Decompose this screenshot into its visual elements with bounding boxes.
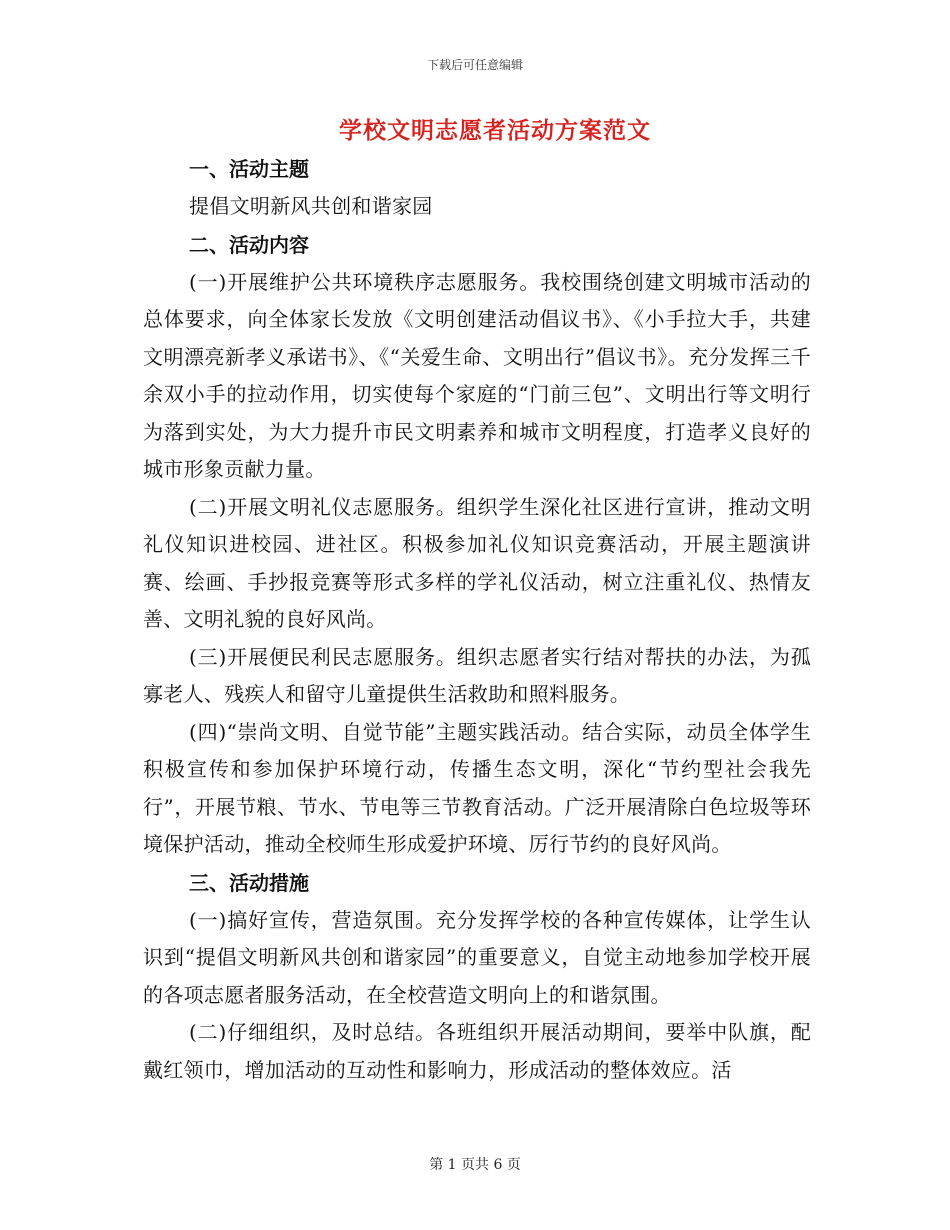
paragraph-content-3: (三)开展便民利民志愿服务。组织志愿者实行结对帮扶的办法，为孤寡老人、残疾人和留守儿童提供生活救助和照料服务。 bbox=[143, 644, 811, 706]
paragraph-content-2: (二)开展文明礼仪志愿服务。组织学生深化社区进行宣讲，推动文明礼仪知识进校园、进社区。积极参加礼仪知识竞赛活动，开展主题演讲赛、绘画、手抄报竞赛等形式多样的学礼仪活动，树立注重礼仪、热情友善、文明礼貌的良好风尚。 bbox=[143, 494, 811, 631]
page-header: 下载后可任意编辑 bbox=[426, 58, 523, 72]
paragraph-content-4: (四)“崇尚文明、自觉节能”主题实践活动。结合实际，动员全体学生积极宣传和参加保护环境行动，传播生态文明，深化“节约型社会我先行”，开展节粮、节水、节电等三节教育活动。广泛开展清除白色垃圾等环境保护活动，推动全校师生形成爱护环境、厉行节约的良好风尚。 bbox=[143, 719, 811, 856]
section-heading-theme: 一、活动主题 bbox=[189, 157, 309, 181]
paragraph-measures-1: (一)搞好宣传，营造氛围。充分发挥学校的各种宣传媒体，让学生认识到“提倡文明新风共创和谐家园”的重要意义，自觉主动地参加学校开展的各项志愿者服务活动，在全校营造文明向上的和谐氛围。 bbox=[143, 907, 811, 1007]
paragraph-content-1: (一)开展维护公共环境秩序志愿服务。我校围绕创建文明城市活动的总体要求，向全体家长发放《文明创建活动倡议书》、《小手拉大手，共建文明漂亮新孝义承诺书》、《“关爱生命、文明出行”倡议书》。充分发挥三千余双小手的拉动作用，切实使每个家庭的“门前三包”、文明出行等文明行为落到实处，为大力提升市民文明素养和城市文明程度，打造孝义良好的城市形象贡献力量。 bbox=[143, 269, 811, 481]
paragraph-theme: 提倡文明新风共创和谐家园 bbox=[189, 194, 433, 218]
document-body bbox=[143, 150, 811, 1089]
page-footer: 第 1 页共 6 页 bbox=[429, 1157, 521, 1173]
paragraph-measures-2: (二)仔细组织，及时总结。各班组织开展活动期间，要举中队旗，配戴红领巾，增加活动的互动性和影响力，形成活动的整体效应。活 bbox=[143, 1020, 811, 1082]
document-title: 学校文明志愿者活动方案范文 bbox=[339, 117, 651, 144]
section-heading-content: 二、活动内容 bbox=[189, 232, 309, 257]
section-heading-measures: 三、活动措施 bbox=[189, 870, 309, 895]
